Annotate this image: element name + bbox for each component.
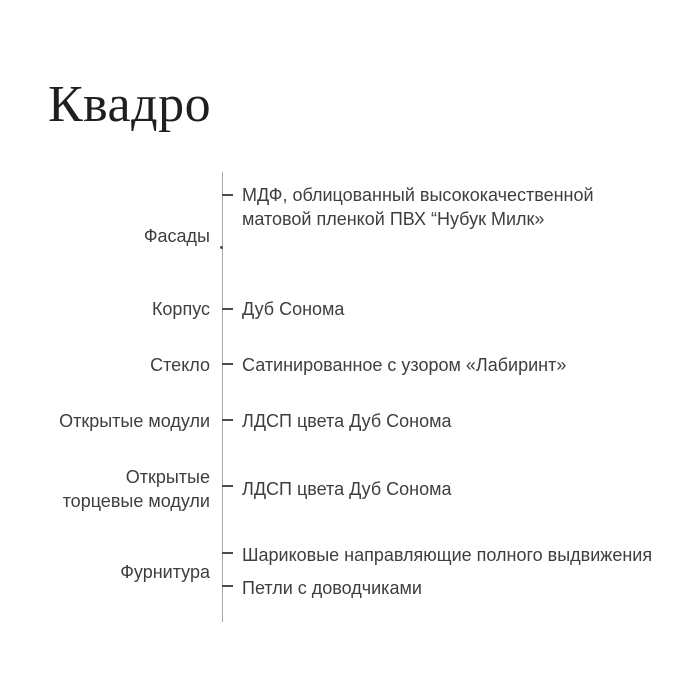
spec-value-open-end-modules: ЛДСП цвета Дуб Сонома <box>242 479 452 499</box>
spec-label-line: торцевые модули <box>62 491 210 511</box>
spec-value-hardware-2: Петли с доводчиками <box>242 578 422 598</box>
divider-dot <box>220 246 223 249</box>
tick-mark <box>222 419 233 421</box>
spec-value-line: матовой пленкой ПВХ “Нубук Милк» <box>242 209 545 229</box>
tick-mark <box>222 485 233 487</box>
product-title: Квадро <box>48 76 212 133</box>
tick-mark <box>222 194 233 196</box>
spec-label-line: Открытые <box>125 467 210 487</box>
divider-line <box>222 172 223 622</box>
tick-mark <box>222 585 233 587</box>
spec-value-open-modules: ЛДСП цвета Дуб Сонома <box>242 411 452 431</box>
spec-value-body: Дуб Сонома <box>242 299 345 319</box>
spec-label-glass: Стекло <box>150 355 210 375</box>
tick-mark <box>222 308 233 310</box>
spec-value-glass: Сатинированное с узором «Лабиринт» <box>242 355 567 375</box>
spec-label-hardware: Фурнитура <box>120 562 210 582</box>
spec-label-open-modules: Открытые модули <box>59 411 210 431</box>
spec-value-line: МДФ, облицованный высококачественной <box>242 185 594 205</box>
spec-value-facades <box>242 183 594 231</box>
tick-mark <box>222 552 233 554</box>
spec-label-open-end-modules <box>0 465 210 513</box>
spec-label-facades: Фасады <box>143 226 210 246</box>
tick-mark <box>222 363 233 365</box>
spec-value-hardware-1: Шариковые направляющие полного выдвижения <box>242 545 653 565</box>
spec-label-body: Корпус <box>151 299 210 319</box>
